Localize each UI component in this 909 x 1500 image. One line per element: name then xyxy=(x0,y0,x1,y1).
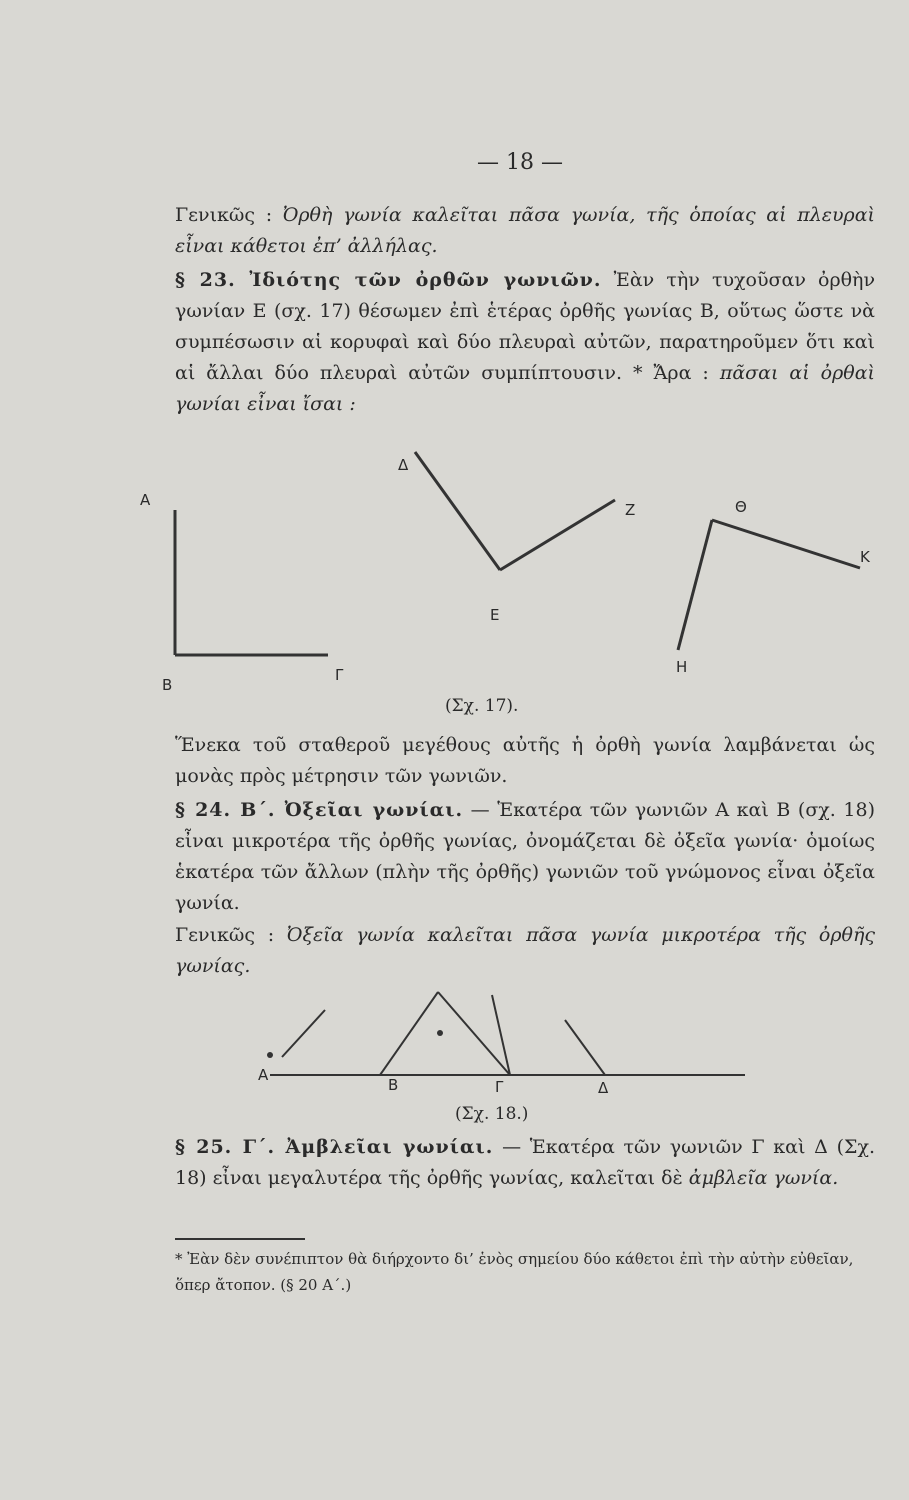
fig17-label-e: E xyxy=(490,606,500,624)
section-24-heading: § 24. Β΄. Ὀξεῖαι γωνίαι. xyxy=(175,799,464,821)
section-25 xyxy=(175,1132,875,1194)
section-25-term: ἀμβλεῖα γωνία. xyxy=(688,1167,839,1189)
fig18-ray-a xyxy=(282,1010,325,1057)
fig18-label-a: A xyxy=(258,1066,269,1084)
fig17-label-b: B xyxy=(162,676,173,694)
section-24 xyxy=(175,795,875,919)
figure-18 xyxy=(258,992,745,1097)
definition-text: Ὀρθὴ γωνία καλεῖται πᾶσα γωνία, τῆς ὁποίας αἱ πλευραὶ εἶναι κάθετοι ἐπ’ ἀλλήλας. xyxy=(175,204,875,257)
acute-angle-definition xyxy=(175,920,875,982)
fig17-line-hth xyxy=(678,520,712,650)
definition-lead: Γενικῶς : xyxy=(175,204,283,226)
fig17-label-k: K xyxy=(860,548,870,566)
fig17-label-d: Δ xyxy=(398,456,409,474)
acute-definition-lead: Γενικῶς : xyxy=(175,924,287,946)
fig17-line-de xyxy=(415,452,500,570)
section-23-conclusion: πᾶσαι αἱ ὀρθαὶ γωνίαι εἶναι ἴσαι : xyxy=(175,362,875,415)
section-23-heading: § 23. Ἰδιότης τῶν ὀρθῶν γωνιῶν. xyxy=(175,269,602,291)
fig18-ray-g xyxy=(492,995,510,1075)
fig17-label-a: A xyxy=(140,491,151,509)
figure-17-caption: (Σχ. 17). xyxy=(445,696,519,716)
figure-18-caption: (Σχ. 18.) xyxy=(455,1104,529,1124)
section-25-body: — Ἑκατέρα τῶν γωνιῶν Γ καὶ Δ (Σχ. 18) εἶναι μεγαλυτέρα τῆς ὀρθῆς γωνίας, καλεῖται δὲ xyxy=(175,1136,875,1189)
fig18-ray-b xyxy=(380,992,438,1075)
fig17-line-thk xyxy=(712,520,860,568)
section-24-body: — Ἑκατέρα τῶν γωνιῶν Α καὶ Β (σχ. 18) εἶναι μικροτέρα τῆς ὀρθῆς γωνίας, ὀνομάζεται δὲ ὀξεῖα γωνία· ὁμοίως ἑκατέρα τῶν ἄλλων (πλὴν τῆς ὀρθῆς) γωνιῶν τοῦ γνώμονος εἶναι ὀξεῖα γωνία. xyxy=(175,799,875,914)
acute-definition-text: Ὀξεῖα γωνία καλεῖται πᾶσα γωνία μικροτέρα τῆς ὀρθῆς γωνίας. xyxy=(175,924,875,977)
measure-paragraph: Ἕνεκα τοῦ σταθεροῦ μεγέθους αὐτῆς ἡ ὀρθὴ γωνία λαμβάνεται ὡς μονὰς πρὸς μέτρησιν τῶν γωνιῶν. xyxy=(175,734,875,787)
fig17-label-th: Θ xyxy=(735,498,747,516)
fig18-point-b xyxy=(437,1030,443,1036)
fig18-ray-d xyxy=(565,1020,605,1075)
section-25-heading: § 25. Γ΄. Ἀμβλεῖαι γωνίαι. xyxy=(175,1136,494,1158)
fig18-label-g: Γ xyxy=(495,1078,504,1096)
fig17-label-h: H xyxy=(676,658,688,676)
page-number: — 18 — xyxy=(477,150,563,175)
fig17-line-ez xyxy=(500,500,615,570)
fig17-label-z: Z xyxy=(625,501,636,519)
fig18-label-d: Δ xyxy=(598,1079,609,1097)
figure-17 xyxy=(140,452,871,694)
footnote: * Ἐὰν δὲν συνέπιπτον θὰ διήρχοντο δι’ ἑνὸς σημείου δύο κάθετοι ἐπὶ τὴν αὐτὴν εὐθεῖαν, ὅπερ ἄτοπον. (§ 20 Α΄.) xyxy=(175,1250,854,1294)
fig18-point-a xyxy=(267,1052,273,1058)
fig18-label-b: B xyxy=(388,1076,399,1094)
footnote-rule xyxy=(175,1238,305,1240)
section-23-body: Ἐὰν τὴν τυχοῦσαν ὀρθὴν γωνίαν Ε (σχ. 17) θέσωμεν ἐπὶ ἑτέρας ὀρθῆς γωνίας Β, οὕτως ὥστε νὰ συμπέσωσιν αἱ κορυφαὶ καὶ δύο πλευραὶ αὐτῶν, παρατηροῦμεν ὅτι καὶ αἱ ἄλλαι δύο πλευραὶ αὐτῶν συμπίπτουσιν. * Ἄρα : xyxy=(175,269,875,384)
fig17-label-g: Γ xyxy=(335,666,344,684)
fig18-ray-g-side xyxy=(438,992,510,1075)
